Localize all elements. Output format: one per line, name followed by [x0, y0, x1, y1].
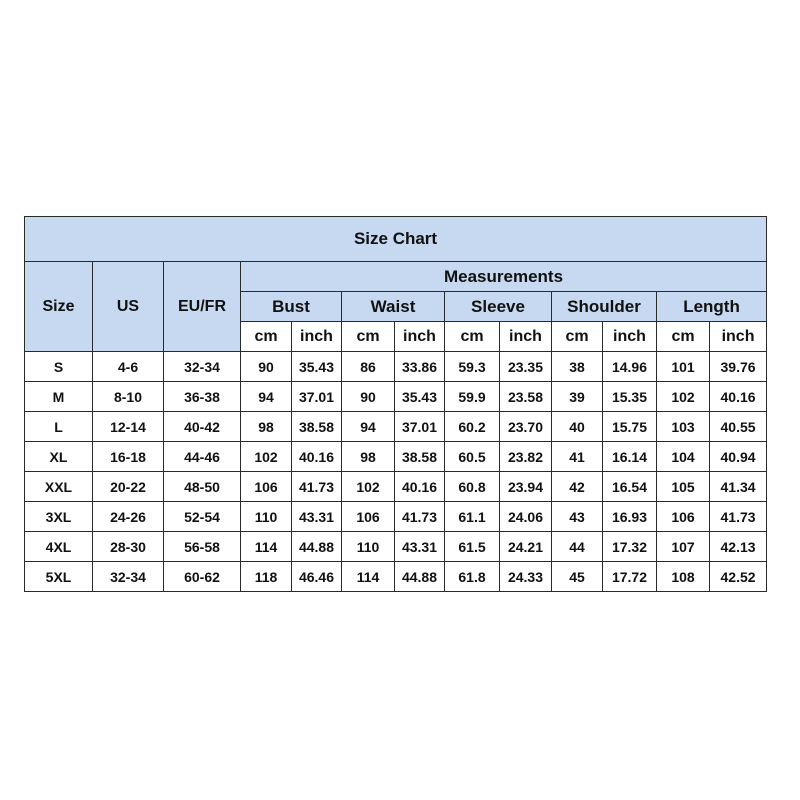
bust-cm-cell: 98: [241, 412, 292, 442]
size-cell: XXL: [25, 472, 93, 502]
table-row: [25, 412, 767, 442]
waist-cm-header: cm: [342, 322, 395, 352]
measurements-header: Measurements: [241, 262, 767, 292]
shoulder-inch-header: inch: [603, 322, 657, 352]
bust-cm-cell: 118: [241, 562, 292, 592]
table-row: [25, 532, 767, 562]
shoulder-header: Shoulder: [552, 292, 657, 322]
bust-cm-cell: 106: [241, 472, 292, 502]
sleeve-cm-cell: 60.8: [445, 472, 500, 502]
bust-inch-cell: 37.01: [292, 382, 342, 412]
bust-cm-cell: 114: [241, 532, 292, 562]
bust-inch-header: inch: [292, 322, 342, 352]
waist-inch-cell: 37.01: [395, 412, 445, 442]
length-inch-cell: 40.16: [710, 382, 767, 412]
length-cm-cell: 105: [657, 472, 710, 502]
sleeve-cm-cell: 60.2: [445, 412, 500, 442]
eufr-cell: 40-42: [164, 412, 241, 442]
bust-header: Bust: [241, 292, 342, 322]
bust-inch-cell: 40.16: [292, 442, 342, 472]
sleeve-header: Sleeve: [445, 292, 552, 322]
shoulder-inch-cell: 15.35: [603, 382, 657, 412]
length-cm-cell: 103: [657, 412, 710, 442]
waist-inch-cell: 33.86: [395, 352, 445, 382]
waist-header: Waist: [342, 292, 445, 322]
sleeve-inch-header: inch: [500, 322, 552, 352]
length-inch-cell: 40.94: [710, 442, 767, 472]
us-cell: 28-30: [93, 532, 164, 562]
waist-cm-cell: 86: [342, 352, 395, 382]
length-cm-cell: 102: [657, 382, 710, 412]
sleeve-cm-cell: 61.1: [445, 502, 500, 532]
length-cm-cell: 101: [657, 352, 710, 382]
table-row: [25, 502, 767, 532]
length-cm-cell: 106: [657, 502, 710, 532]
bust-inch-cell: 44.88: [292, 532, 342, 562]
eufr-cell: 60-62: [164, 562, 241, 592]
size-chart-table: [24, 216, 767, 592]
shoulder-inch-cell: 16.93: [603, 502, 657, 532]
sleeve-cm-cell: 59.9: [445, 382, 500, 412]
us-cell: 16-18: [93, 442, 164, 472]
length-inch-cell: 41.34: [710, 472, 767, 502]
shoulder-cm-cell: 44: [552, 532, 603, 562]
us-cell: 32-34: [93, 562, 164, 592]
table-row: [25, 442, 767, 472]
size-column-header: Size: [25, 262, 93, 352]
length-inch-cell: 41.73: [710, 502, 767, 532]
waist-cm-cell: 114: [342, 562, 395, 592]
waist-cm-cell: 110: [342, 532, 395, 562]
table-title: Size Chart: [25, 217, 767, 262]
shoulder-cm-cell: 39: [552, 382, 603, 412]
shoulder-inch-cell: 17.32: [603, 532, 657, 562]
shoulder-cm-cell: 45: [552, 562, 603, 592]
size-cell: XL: [25, 442, 93, 472]
eufr-cell: 48-50: [164, 472, 241, 502]
sleeve-cm-cell: 61.5: [445, 532, 500, 562]
length-cm-cell: 107: [657, 532, 710, 562]
sleeve-inch-cell: 24.06: [500, 502, 552, 532]
shoulder-cm-cell: 40: [552, 412, 603, 442]
sleeve-inch-cell: 23.94: [500, 472, 552, 502]
length-inch-cell: 40.55: [710, 412, 767, 442]
eufr-cell: 56-58: [164, 532, 241, 562]
size-cell: L: [25, 412, 93, 442]
length-inch-header: inch: [710, 322, 767, 352]
eufr-cell: 36-38: [164, 382, 241, 412]
waist-inch-cell: 40.16: [395, 472, 445, 502]
bust-inch-cell: 41.73: [292, 472, 342, 502]
waist-cm-cell: 106: [342, 502, 395, 532]
size-cell: 5XL: [25, 562, 93, 592]
bust-cm-cell: 102: [241, 442, 292, 472]
waist-cm-cell: 90: [342, 382, 395, 412]
waist-inch-cell: 35.43: [395, 382, 445, 412]
waist-cm-cell: 98: [342, 442, 395, 472]
eufr-cell: 44-46: [164, 442, 241, 472]
shoulder-inch-cell: 14.96: [603, 352, 657, 382]
us-column-header: US: [93, 262, 164, 352]
us-cell: 20-22: [93, 472, 164, 502]
bust-inch-cell: 38.58: [292, 412, 342, 442]
table-row: [25, 472, 767, 502]
us-cell: 12-14: [93, 412, 164, 442]
shoulder-cm-cell: 42: [552, 472, 603, 502]
size-cell: M: [25, 382, 93, 412]
bust-cm-cell: 110: [241, 502, 292, 532]
waist-inch-cell: 43.31: [395, 532, 445, 562]
waist-cm-cell: 102: [342, 472, 395, 502]
length-inch-cell: 42.13: [710, 532, 767, 562]
table-row: [25, 562, 767, 592]
shoulder-cm-header: cm: [552, 322, 603, 352]
length-inch-cell: 39.76: [710, 352, 767, 382]
sleeve-cm-cell: 60.5: [445, 442, 500, 472]
length-header: Length: [657, 292, 767, 322]
table-row: [25, 352, 767, 382]
waist-inch-cell: 41.73: [395, 502, 445, 532]
size-cell: 4XL: [25, 532, 93, 562]
bust-cm-cell: 94: [241, 382, 292, 412]
sleeve-inch-cell: 23.82: [500, 442, 552, 472]
shoulder-cm-cell: 43: [552, 502, 603, 532]
bust-inch-cell: 46.46: [292, 562, 342, 592]
shoulder-inch-cell: 16.14: [603, 442, 657, 472]
length-cm-cell: 108: [657, 562, 710, 592]
shoulder-cm-cell: 38: [552, 352, 603, 382]
waist-inch-header: inch: [395, 322, 445, 352]
length-cm-header: cm: [657, 322, 710, 352]
sleeve-inch-cell: 23.58: [500, 382, 552, 412]
sleeve-cm-cell: 59.3: [445, 352, 500, 382]
sleeve-inch-cell: 24.33: [500, 562, 552, 592]
bust-inch-cell: 43.31: [292, 502, 342, 532]
waist-inch-cell: 38.58: [395, 442, 445, 472]
eufr-column-header: EU/FR: [164, 262, 241, 352]
shoulder-cm-cell: 41: [552, 442, 603, 472]
sleeve-inch-cell: 23.70: [500, 412, 552, 442]
sleeve-inch-cell: 23.35: [500, 352, 552, 382]
table-row: [25, 382, 767, 412]
shoulder-inch-cell: 17.72: [603, 562, 657, 592]
waist-cm-cell: 94: [342, 412, 395, 442]
size-table-body: [25, 352, 767, 592]
shoulder-inch-cell: 15.75: [603, 412, 657, 442]
bust-cm-header: cm: [241, 322, 292, 352]
eufr-cell: 32-34: [164, 352, 241, 382]
length-cm-cell: 104: [657, 442, 710, 472]
waist-inch-cell: 44.88: [395, 562, 445, 592]
size-cell: 3XL: [25, 502, 93, 532]
sleeve-inch-cell: 24.21: [500, 532, 552, 562]
us-cell: 8-10: [93, 382, 164, 412]
bust-cm-cell: 90: [241, 352, 292, 382]
us-cell: 4-6: [93, 352, 164, 382]
length-inch-cell: 42.52: [710, 562, 767, 592]
sleeve-cm-cell: 61.8: [445, 562, 500, 592]
sleeve-cm-header: cm: [445, 322, 500, 352]
bust-inch-cell: 35.43: [292, 352, 342, 382]
shoulder-inch-cell: 16.54: [603, 472, 657, 502]
eufr-cell: 52-54: [164, 502, 241, 532]
size-cell: S: [25, 352, 93, 382]
us-cell: 24-26: [93, 502, 164, 532]
